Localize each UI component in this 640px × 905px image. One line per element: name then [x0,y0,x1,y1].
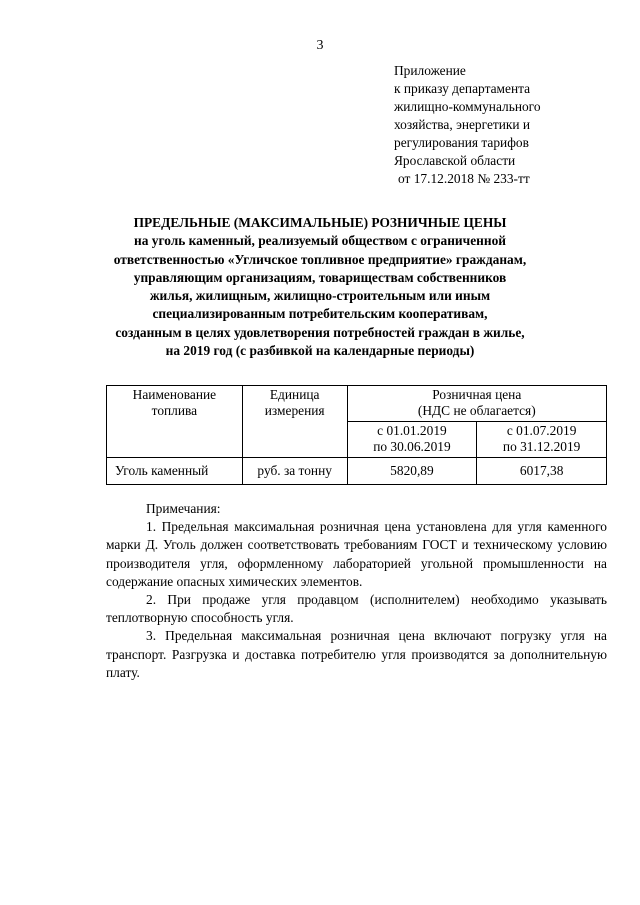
cell-unit: руб. за тонну [242,458,347,485]
title-line: ПРЕДЕЛЬНЫЕ (МАКСИМАЛЬНЫЕ) РОЗНИЧНЫЕ ЦЕНЫ [133,215,507,230]
appendix-block [394,62,541,188]
title-line: жилья, жилищным, жилищно-строительным или иным [149,288,491,304]
notes-heading: Примечания: [146,501,221,516]
title-line: на 2019 год (с разбивкой на календарные периоды) [165,343,475,359]
appendix-line: к приказу департамента [394,81,531,96]
header-retail-price: Розничная цена (НДС не облагается) [347,386,606,422]
cell-price-2: 6017,38 [477,458,607,485]
note-item: 2. При продаже угля продавцом (исполнителем) необходимо указывать теплотворную способность угля. [106,592,607,626]
title-line: специализированным потребительским кооперативам, [152,306,488,322]
title-line: ответственностью «Угличское топливное предприятие» гражданам, [113,251,527,267]
document-title [90,214,550,360]
appendix-line: от 17.12.2018 № 233-тт [398,171,530,186]
cell-price-1: 5820,89 [347,458,477,485]
appendix-line: Ярославской области [394,153,516,168]
header-period-1: с 01.01.2019 по 30.06.2019 [347,422,477,458]
title-line: управляющим организациям, товариществам собственников [133,269,507,285]
appendix-line: хозяйства, энергетики и [394,117,531,132]
header-period-2: с 01.07.2019 по 31.12.2019 [477,422,607,458]
page-number: 3 [316,38,324,53]
cell-fuel: Уголь каменный [107,458,243,485]
note-item: 3. Предельная максимальная розничная цена включают погрузку угля на транспорт. Разгрузка и доставка потребителю угля производятся за дополнительную плату. [106,628,607,680]
price-table [106,385,607,485]
appendix-line: Приложение [394,63,466,78]
table-row [107,458,607,485]
note-item: 1. Предельная максимальная розничная цена установлена для угля каменного марки Д. Уголь должен соответствовать требованиям ГОСТ и техническому условию производителя угля, оформленному лабораторией угольной промышленности на содержание опасных химических элементов. [106,519,607,589]
header-unit: Единица измерения [242,386,347,458]
title-line: созданным в целях удовлетворения потребностей граждан в жилье, [115,324,525,340]
appendix-line: регулирования тарифов [394,135,529,150]
notes-section [106,500,607,682]
title-line: на уголь каменный, реализуемый обществом с ограниченной [134,233,506,249]
appendix-line: жилищно-коммунального [394,99,541,114]
header-fuel-name: Наименование топлива [107,386,243,458]
table-header-row [107,386,607,422]
